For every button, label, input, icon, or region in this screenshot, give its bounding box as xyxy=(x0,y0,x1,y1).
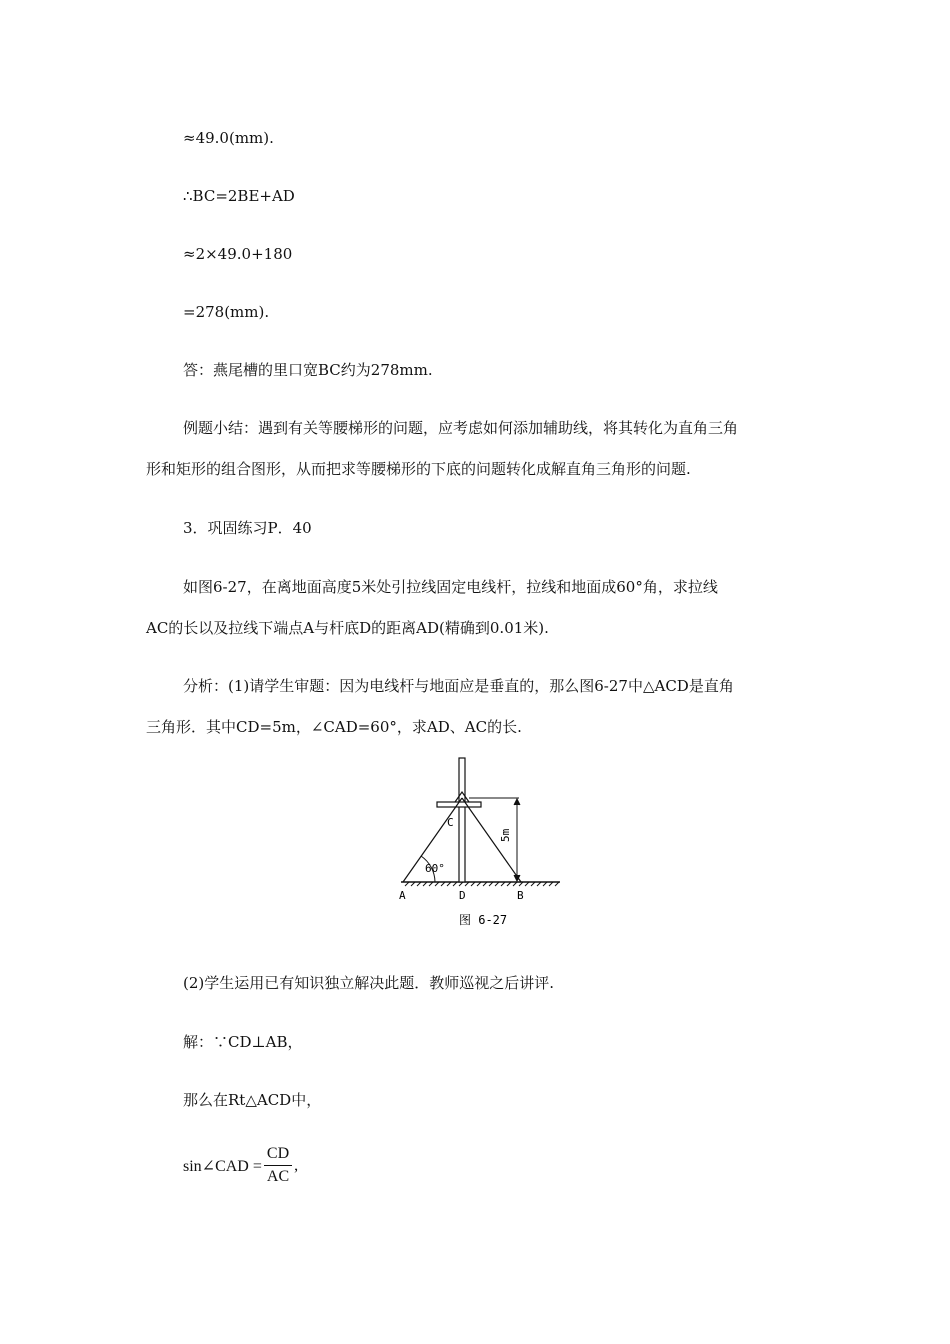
label-b: B xyxy=(517,889,524,902)
formula-numerator: CD xyxy=(264,1145,292,1166)
label-c: C xyxy=(447,816,454,829)
sine-formula xyxy=(183,1145,298,1186)
answer-line: 答：燕尾槽的里口宽BC约为278mm. xyxy=(183,361,433,379)
guy-wire-cb xyxy=(462,798,521,882)
formula-fraction xyxy=(264,1145,292,1186)
solution-step-1: 解：∵CD⊥AB， xyxy=(183,1033,303,1051)
summary-line-1: 例题小结：遇到有关等腰梯形的问题，应考虑如何添加辅助线，将其转化为直角三角 xyxy=(183,419,739,437)
text-line-3: ≈2×49.0+180 xyxy=(183,245,293,263)
text-line-2: ∴BC=2BE+AD xyxy=(183,187,295,205)
solution-intro: (2)学生运用已有知识独立解决此题．教师巡视之后讲评. xyxy=(183,974,555,992)
problem-line-1: 如图6-27，在离地面高度5米处引拉线固定电线杆，拉线和地面成60°角，求拉线 xyxy=(183,578,718,596)
analysis-line-2: 三角形．其中CD=5m，∠CAD=60°，求AD、AC的长. xyxy=(146,718,522,736)
figure-6-27 xyxy=(395,742,565,932)
label-a: A xyxy=(399,889,406,902)
figure-caption: 图 6-27 xyxy=(459,913,508,927)
solution-step-2: 那么在Rt△ACD中， xyxy=(183,1091,322,1109)
height-arrow-top xyxy=(514,799,520,805)
formula-lhs: sin∠CAD = xyxy=(183,1157,262,1175)
analysis-line-1: 分析：(1)请学生审题：因为电线杆与地面应是垂直的，那么图6-27中△ACD是直角 xyxy=(183,677,734,695)
summary-line-2: 形和矩形的组合图形，从而把求等腰梯形的下底的问题转化成解直角三角形的问题. xyxy=(146,460,691,478)
label-angle: 60° xyxy=(425,862,445,875)
formula-denominator: AC xyxy=(266,1168,290,1185)
problem-line-2: AC的长以及拉线下端点A与杆底D的距离AD(精确到0.01米). xyxy=(146,619,549,637)
formula-trail: , xyxy=(294,1156,299,1174)
text-line-1: ≈49.0(mm). xyxy=(183,129,274,147)
text-line-4: =278(mm). xyxy=(183,303,270,321)
section-heading: 3．巩固练习P．40 xyxy=(183,519,312,537)
label-height: 5m xyxy=(499,828,512,842)
utility-pole xyxy=(459,758,465,882)
label-d: D xyxy=(459,889,466,902)
